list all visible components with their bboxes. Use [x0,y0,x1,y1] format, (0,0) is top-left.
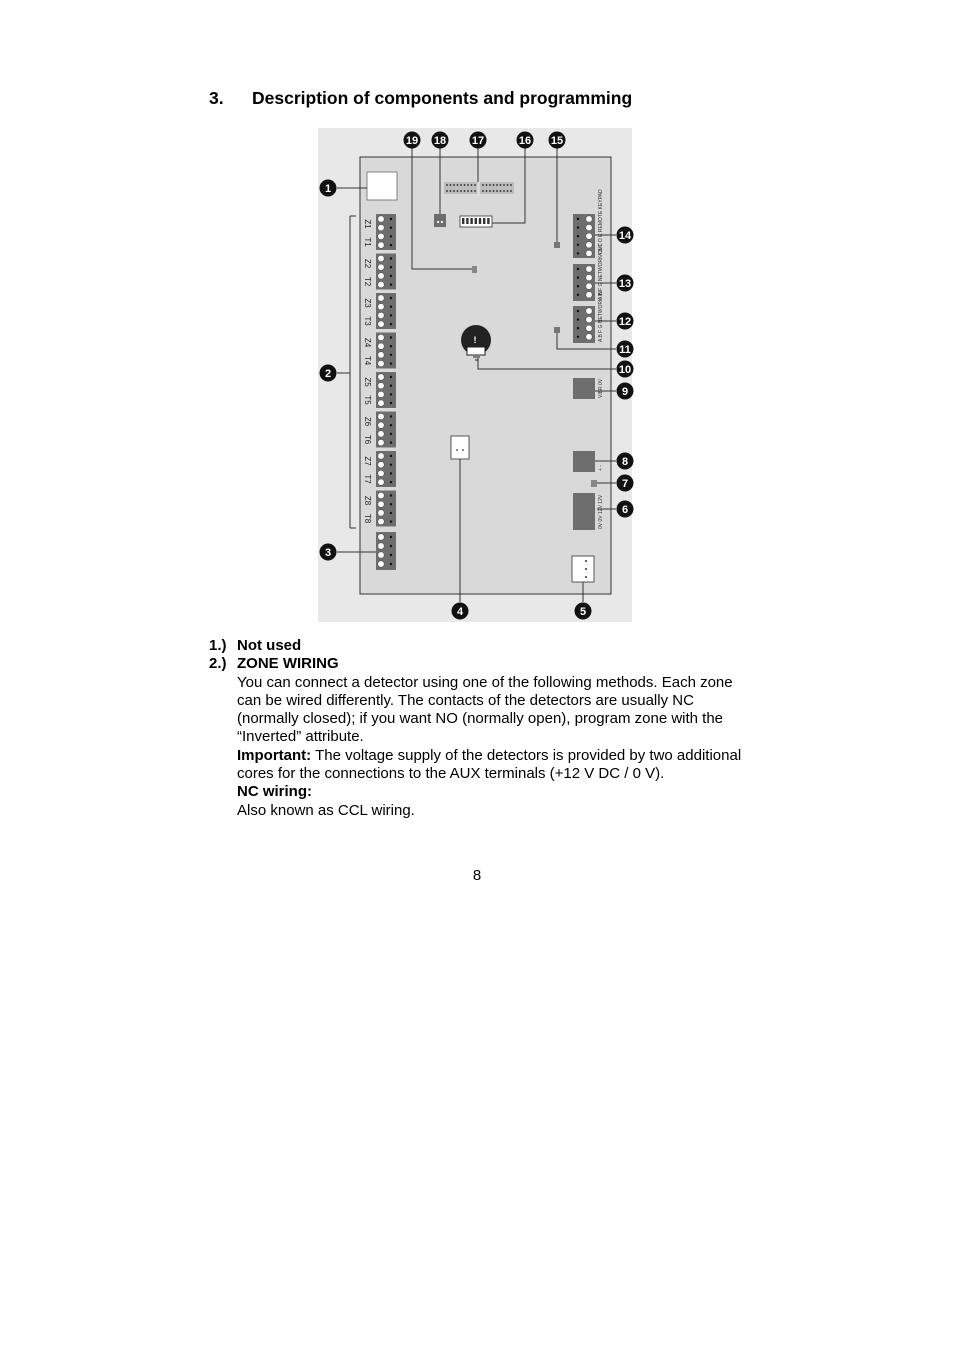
callout-9 [617,383,634,400]
callout-6 [617,501,634,518]
item-number: 1.) [209,637,227,654]
callout-11 [617,341,634,358]
svg-text:A B F G NETWORK OUT: A B F G NETWORK OUT [598,243,604,300]
callout-number: 8 [621,456,629,468]
callout-3 [320,544,337,561]
circuit-board-diagram [310,128,640,624]
nc-wiring-label: NC wiring: [237,783,312,801]
led-11 [554,327,560,333]
important-text: The voltage supply of the detectors is provided by two additional cores for the connections to the AUX terminals (+12 V DC / 0 V). [237,746,742,783]
callout-1 [320,180,337,197]
zone-label: T7 [363,474,372,484]
section-title: Description of components and programming [252,88,633,108]
zone-label: T4 [363,355,372,366]
callout-4 [452,603,469,620]
led-15 [554,242,560,248]
item-number: 2.) [209,655,227,673]
led-7 [591,480,597,487]
callout-number: 4 [456,606,464,618]
section-heading [209,88,632,109]
zone-label: T3 [363,316,372,326]
zone-label: T1 [363,237,372,247]
zone-label: Z3 [363,298,372,308]
svg-text:VIBR 0V: VIBR 0V [598,378,604,398]
svg-text:+ -: + - [598,465,604,471]
callout-7 [617,475,634,492]
zone-label: T5 [363,395,372,405]
zone-label: Z4 [363,337,372,348]
zone-label: Z8 [363,495,372,506]
zone-label: Z2 [363,258,372,269]
board-svg [310,128,640,624]
connector-4 [451,436,469,459]
callout-14 [617,227,634,244]
zone-label: T2 [363,276,372,287]
callout-number: 18 [433,135,447,147]
terminal-9 [573,378,604,399]
svg-text:A B F G NETWORK IN: A B F G NETWORK IN [598,291,604,342]
callout-2 [320,365,337,382]
component-19 [472,266,477,273]
callout-number: 1 [324,183,332,195]
zone-label: T8 [363,513,372,524]
callout-number: 3 [324,547,332,559]
callout-number: 2 [324,368,332,380]
important-label: Important: [237,746,312,764]
component-1-box [367,172,397,200]
important-note [237,747,754,784]
callout-8 [617,453,634,470]
paragraph: You can connect a detector using one of the following methods. Each zone can be wired differently. The contacts of the detectors are usually NC (normally closed); if you want NO (normally open), program zone with the “Inverted” attribute. [237,673,733,746]
svg-text:A B C D E REMOTE KEYPAD: A B C D E REMOTE KEYPAD [598,189,604,256]
callout-19 [404,132,421,149]
item-title: Not used [237,637,302,654]
callout-number: 17 [471,135,485,147]
connector-5 [572,556,594,582]
callout-number: 5 [579,606,587,618]
item-title: ZONE WIRING [237,655,339,673]
nc-wiring-text: Also known as CCL wiring. [237,801,415,819]
callout-number: 7 [621,478,629,490]
callout-13 [617,275,634,292]
callout-number: 19 [405,135,419,147]
callout-number: 6 [621,504,629,516]
zone-label: Z7 [363,456,372,466]
callout-number: 9 [621,386,629,398]
callout-number: 14 [618,230,632,242]
zone-label: Z5 [363,377,372,387]
zone-label: Z1 [363,219,372,229]
callout-number: 12 [618,316,632,328]
callout-12 [617,313,634,330]
zone-wiring-description [237,674,754,820]
page-number: 8 [472,867,482,884]
list-item-2-heading [209,655,754,673]
callout-number: 15 [550,135,564,147]
component-list [209,637,754,820]
section-number: 3. [209,88,224,108]
jumper-18 [434,214,446,227]
svg-text:!: ! [473,335,477,345]
callout-10 [617,361,634,378]
callout-number: 10 [618,364,632,376]
aux-terminal [376,532,396,570]
svg-text:0V 0V 12V 12V: 0V 0V 12V 12V [598,494,604,529]
callout-15 [549,132,566,149]
callout-18 [432,132,449,149]
zone-label: Z6 [363,416,372,427]
list-item-1-heading [209,637,754,655]
callout-number: 13 [618,278,632,290]
callout-number: 16 [518,135,532,147]
zone-label: T6 [363,434,372,445]
callout-number: 11 [619,344,631,356]
callout-17 [470,132,487,149]
terminal-6 [573,493,604,530]
callout-16 [517,132,534,149]
callout-5 [575,603,592,620]
